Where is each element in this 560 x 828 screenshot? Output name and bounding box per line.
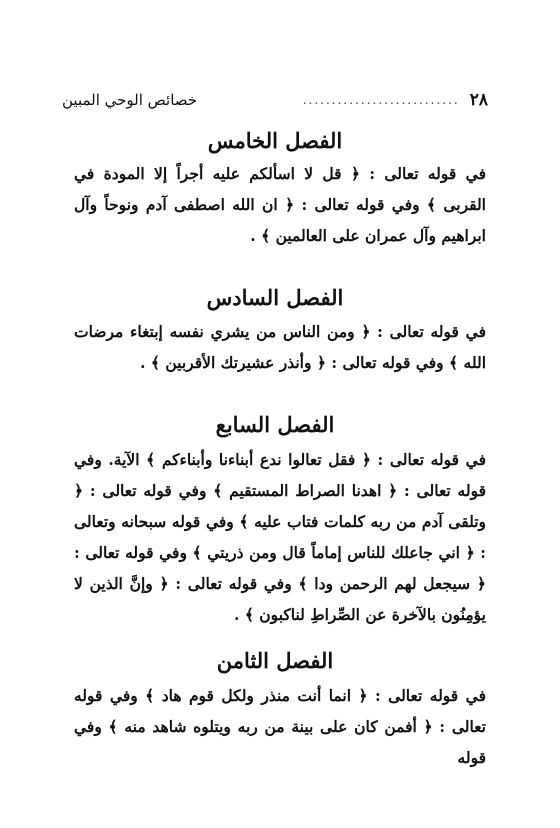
chapter-text-7: في قوله تعالى : ﴿ فقل تعالوا ندع أبناءنا وأبناءكم ﴾ الآية. وفي قوله تعالى : ﴿ اهدنا الصراط المستقيم ﴾ وفي قوله تعالى : ﴿ وتلقى آدم من ربه كلمات فتاب عليه ﴾ وفي قوله سبحانه وتعالى : ﴿ اني جاعلك للناس إماماً قال ومن ذريتي ﴾ وفي قوله تعالى : ﴿ سيجعل لهم الرحمن ودا ﴾ وفي قوله تعالى : ﴿ وإنَّ الذين لا يؤمِنُون بالآخرة عن الصِّراطِ لناكبون ﴾ . — [74, 450, 486, 624]
chapter-title-5: الفصل الخامس — [207, 128, 343, 153]
chapter-text-8: في قوله تعالى : ﴿ انما أنت منذر ولكل قوم هاد ﴾ وفي قوله تعالى : ﴿ أفمن كان على بينة من ربه ويتلوه شاهد منه ﴾ وفي قوله — [74, 686, 486, 767]
leader-dots: ........................... — [302, 93, 460, 107]
page-number: ٢٨ — [469, 90, 488, 110]
running-header — [62, 88, 488, 112]
book-title: خصائص الوحي المبين — [62, 91, 198, 109]
chapter-title-6: الفصل السادس — [206, 285, 344, 310]
chapter-text-5: في قوله تعالى : ﴿ قل لا اسألكم عليه أجراً إلا المودة في القربى ﴾ وفي قوله تعالى : ﴿ ان الله اصطفى آدم ونوحاً وآل ابراهيم وآل عمران على العالمين ﴾ . — [74, 164, 486, 245]
chapter-title-8: الفصل الثامن — [216, 648, 334, 673]
chapter-text-6: في قوله تعالى : ﴿ ومن الناس من يشري نفسه إبتغاء مرضات الله ﴾ وفي قوله تعالى : ﴿ وأنذر عشيرتك الأقربين ﴾ . — [74, 322, 486, 372]
chapter-title-7: الفصل السابع — [215, 412, 335, 437]
